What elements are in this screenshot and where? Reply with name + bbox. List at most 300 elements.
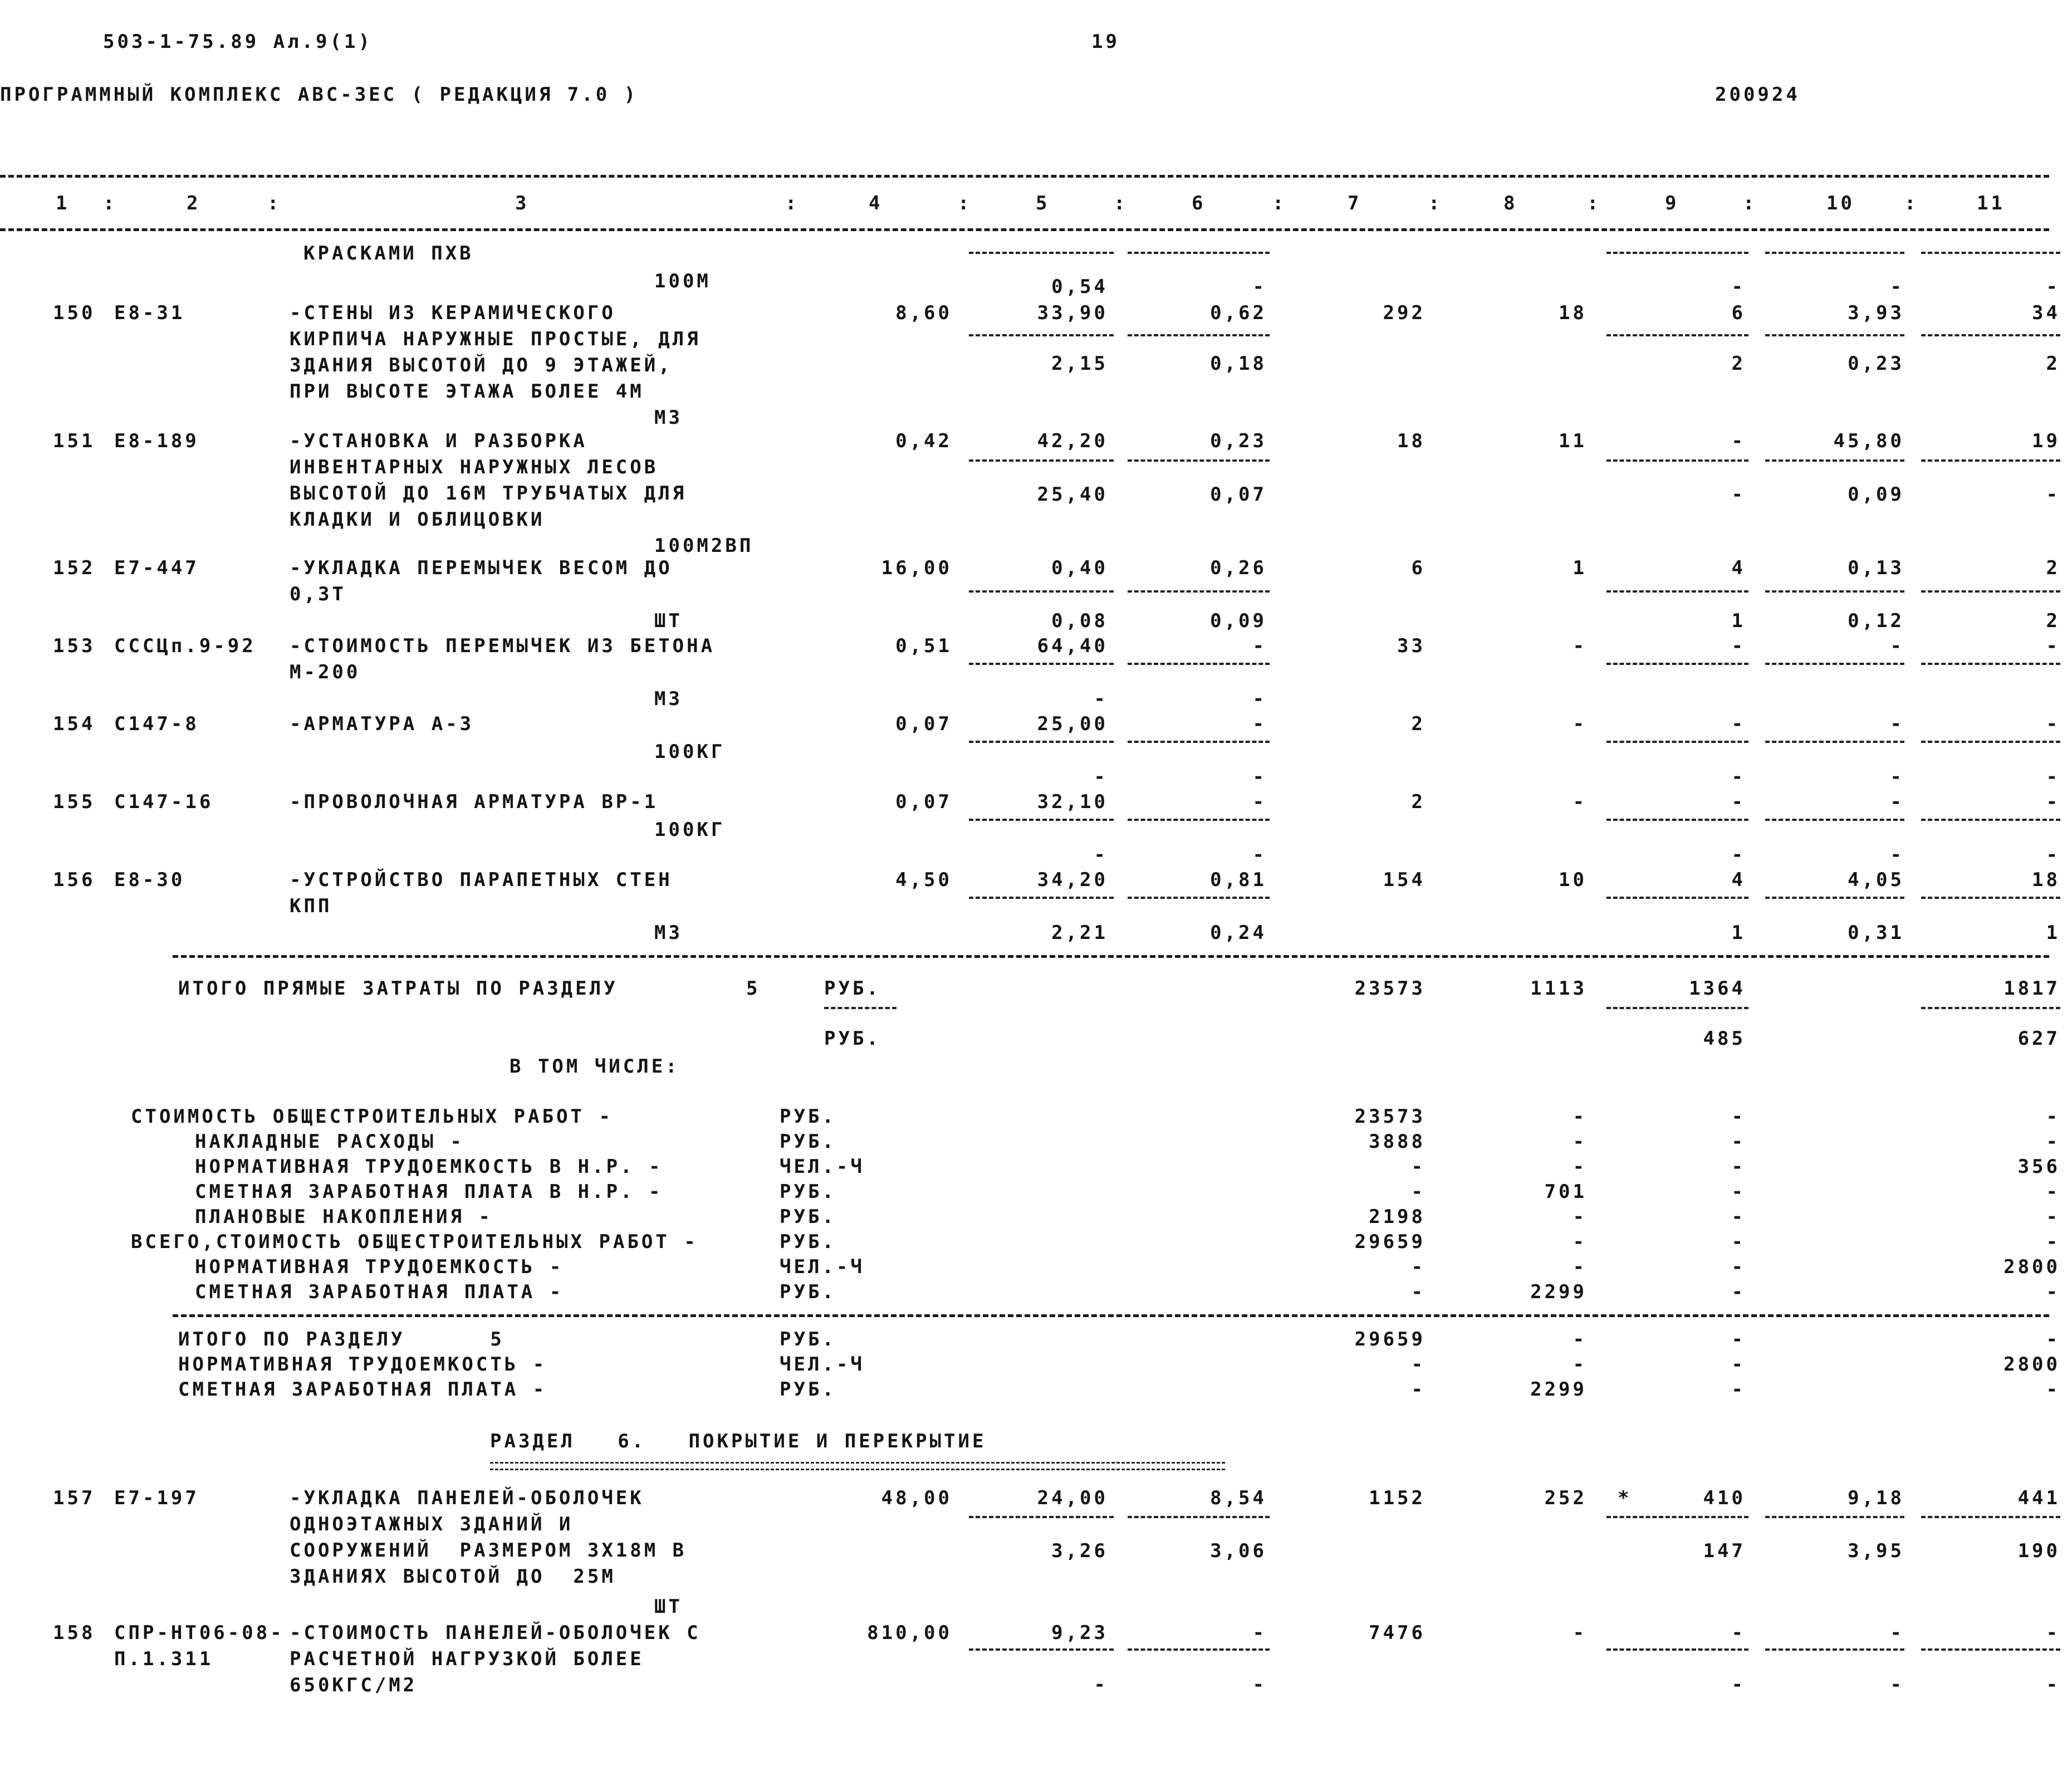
sub-rule	[1921, 252, 2060, 254]
breakdown-c7: -	[1411, 1181, 1426, 1203]
total-direct-c7: 23573	[1354, 977, 1426, 1000]
row-quantity: 0,42	[895, 430, 952, 452]
total-direct-labor-c9: 485	[1703, 1028, 1746, 1050]
breakdown-unit: РУБ.	[780, 1206, 836, 1228]
row-value-c6: 8,54	[1210, 1487, 1267, 1509]
section-total-c8: 2299	[1530, 1378, 1587, 1401]
column-separator: :	[103, 192, 117, 214]
row-labor-s9: -	[1731, 483, 1746, 506]
breakdown-c7: 2198	[1369, 1206, 1426, 1228]
row-value-c6: -	[1252, 1622, 1267, 1644]
row-value-c8: -	[1573, 713, 1587, 735]
column-separator: :	[1428, 192, 1443, 214]
row-labor-s9: 1	[1731, 922, 1746, 944]
breakdown-c7: -	[1411, 1156, 1426, 1178]
row-value-c5: 34,20	[1037, 869, 1108, 891]
row-labor-s6: 3,06	[1210, 1540, 1267, 1562]
row-code: Е7-197	[114, 1487, 199, 1509]
sub-rule	[1921, 459, 2060, 462]
row-value-c11: 19	[2032, 430, 2060, 452]
breakdown-c9: -	[1731, 1231, 1746, 1253]
sub-rule	[824, 1007, 897, 1009]
row-labor-s9: -	[1731, 766, 1746, 788]
section-total-label: НОРМАТИВНАЯ ТРУДОЕМКОСТЬ -	[178, 1353, 547, 1376]
row-value-c7: 7476	[1369, 1622, 1426, 1644]
section-total-c8: -	[1573, 1353, 1587, 1376]
breakdown-c11: -	[2046, 1206, 2060, 1228]
row-value-c7: 1152	[1369, 1487, 1426, 1509]
row-carry-pre9: -	[1731, 276, 1746, 298]
row-value-c5: 24,00	[1037, 1487, 1108, 1509]
breakdown-label: СМЕТНАЯ ЗАРАБОТНАЯ ПЛАТА -	[195, 1281, 564, 1303]
row-value-c6: -	[1252, 713, 1267, 735]
row-value-c5: 33,90	[1037, 302, 1108, 324]
row-description-line: ПРИ ВЫСОТЕ ЭТАЖА БОЛЕЕ 4М	[290, 380, 644, 403]
row-value-c6: 0,81	[1210, 869, 1267, 891]
column-header-6: 6	[1192, 192, 1206, 214]
row-description-line: ЗДАНИЯ ВЫСОТОЙ ДО 9 ЭТАЖЕЙ,	[290, 354, 673, 376]
breakdown-c11: -	[2046, 1181, 2060, 1203]
row-description-line: -СТОИМОСТЬ ПЕРЕМЫЧЕК ИЗ БЕТОНА	[290, 635, 716, 657]
row-value-c11: -	[2046, 1622, 2060, 1644]
breakdown-c8: 701	[1544, 1181, 1587, 1203]
breakdown-unit: РУБ.	[780, 1105, 836, 1128]
breakdown-unit: РУБ.	[780, 1131, 836, 1153]
sub-rule	[969, 1516, 1114, 1518]
row-number: 154	[53, 713, 96, 735]
row-number: 150	[53, 302, 96, 324]
breakdown-unit: РУБ.	[780, 1181, 836, 1203]
sub-rule	[1606, 1648, 1748, 1651]
row-labor-s9: 147	[1703, 1540, 1746, 1562]
sub-rule	[1128, 663, 1270, 665]
sub-rule	[1606, 459, 1748, 462]
sub-rule	[1128, 819, 1270, 821]
row-labor-s10: -	[1890, 766, 1904, 788]
column-separator: :	[785, 192, 800, 214]
sub-rule	[1921, 741, 2060, 743]
breakdown-label: ПЛАНОВЫЕ НАКОПЛЕНИЯ -	[195, 1206, 493, 1228]
row-code: Е7-447	[114, 557, 199, 579]
sub-rule	[1606, 741, 1748, 743]
row-labor-s11: 2	[2046, 353, 2060, 375]
row-value-c9: 4	[1731, 869, 1746, 891]
row-labor-s9: -	[1731, 1674, 1746, 1696]
row-labor-s10: -	[1890, 1674, 1904, 1696]
row-labor-s6: 0,07	[1210, 483, 1267, 506]
sub-rule	[1921, 663, 2060, 665]
section-total-c7: 29659	[1354, 1328, 1426, 1351]
row-description-line: -УСТРОЙСТВО ПАРАПЕТНЫХ СТЕН	[290, 869, 673, 891]
row-value-c5: 64,40	[1037, 635, 1108, 657]
column-separator: :	[1272, 192, 1287, 214]
breakdown-c11: -	[2046, 1281, 2060, 1303]
row-number: 158	[53, 1622, 96, 1644]
row-description-line: -СТОИМОСТЬ ПАНЕЛЕЙ-ОБОЛОЧЕК С	[290, 1622, 701, 1644]
row-value-c6: 0,26	[1210, 557, 1267, 579]
row-description-line: 0,3Т	[290, 583, 346, 605]
row-unit: 100М2ВП	[654, 535, 754, 557]
sub-rule	[1765, 252, 1904, 254]
breakdown-c7: 23573	[1354, 1105, 1426, 1128]
sub-rule	[1128, 897, 1270, 899]
breakdown-c7: -	[1411, 1281, 1426, 1303]
row-value-c7: 154	[1383, 869, 1426, 891]
column-separator: :	[1743, 192, 1757, 214]
column-header-10: 10	[1826, 192, 1855, 214]
breakdown-label: НАКЛАДНЫЕ РАСХОДЫ -	[195, 1131, 464, 1153]
column-header-8: 8	[1503, 192, 1518, 214]
row-value-c10: 3,93	[1848, 302, 1904, 324]
row-number: 152	[53, 557, 96, 579]
row-number: 157	[53, 1487, 96, 1509]
column-header-2: 2	[187, 192, 201, 214]
breakdown-c7: -	[1411, 1256, 1426, 1278]
row-code: СПР-НТ06-08-	[114, 1622, 285, 1644]
row-value-c9: -	[1731, 1622, 1746, 1644]
sub-rule	[1606, 590, 1748, 593]
total-direct-unit-2: РУБ.	[824, 1028, 881, 1050]
row-value-c10: -	[1890, 791, 1904, 813]
row-code: Е8-30	[114, 869, 185, 891]
total-direct-c11: 1817	[2004, 977, 2060, 1000]
total-direct-c9: 1364	[1689, 977, 1746, 1000]
row-value-c8: -	[1573, 1622, 1587, 1644]
row-value-c11: 441	[2017, 1487, 2060, 1509]
breakdown-c8: -	[1573, 1131, 1587, 1153]
row-value-c9: 410	[1703, 1487, 1746, 1509]
section-total-c7: -	[1411, 1378, 1426, 1401]
row-value-c9: -	[1731, 430, 1746, 452]
carry-over-unit: 100М	[654, 270, 711, 292]
breakdown-c7: 29659	[1354, 1231, 1426, 1253]
including-label: В ТОМ ЧИСЛЕ:	[510, 1055, 680, 1078]
section-total-label: СМЕТНАЯ ЗАРАБОТНАЯ ПЛАТА -	[178, 1378, 547, 1401]
totals-rule	[173, 955, 2049, 958]
row-number: 156	[53, 869, 96, 891]
sub-rule	[969, 741, 1114, 743]
row-labor-s10: 0,31	[1848, 922, 1904, 944]
row-value-c11: 2	[2046, 557, 2060, 579]
breakdown-c9: -	[1731, 1206, 1746, 1228]
breakdown-unit: ЧЕЛ.-Ч	[780, 1156, 865, 1178]
row-code: Е8-31	[114, 302, 185, 324]
row-value-c5: 0,40	[1051, 557, 1108, 579]
sub-rule	[1128, 334, 1270, 336]
row-number: 153	[53, 635, 96, 657]
sub-rule	[1128, 459, 1270, 462]
sub-rule	[1606, 334, 1748, 336]
row-value-c7: 2	[1411, 713, 1426, 735]
row-labor-s9: -	[1731, 844, 1746, 866]
row-value-c6: -	[1252, 791, 1267, 813]
row-description-line: КПП	[290, 895, 332, 917]
row-value-c9: -	[1731, 791, 1746, 813]
row-asterisk-mark: *	[1618, 1487, 1632, 1509]
row-code: СССЦп.9-92	[114, 635, 256, 657]
row-carry-pre10: -	[1890, 276, 1904, 298]
row-labor-s9: 2	[1731, 353, 1746, 375]
sub-rule	[1606, 252, 1748, 254]
row-labor-s11: -	[2046, 766, 2060, 788]
breakdown-c8: -	[1573, 1256, 1587, 1278]
row-value-c8: 18	[1559, 302, 1587, 324]
row-unit: М3	[654, 688, 683, 710]
row-labor-s11: -	[2046, 1674, 2060, 1696]
row-description-line: М-200	[290, 661, 361, 683]
row-labor-s6: 0,24	[1210, 922, 1267, 944]
row-labor-s5: -	[1094, 1674, 1108, 1696]
row-labor-s5: -	[1094, 688, 1108, 710]
breakdown-c9: -	[1731, 1181, 1746, 1203]
row-value-c7: 2	[1411, 791, 1426, 813]
sub-rule	[1606, 897, 1748, 899]
row-value-c5: 9,23	[1051, 1622, 1108, 1644]
column-header-4: 4	[869, 192, 883, 214]
row-value-c11: -	[2046, 713, 2060, 735]
row-value-c6: -	[1252, 635, 1267, 657]
row-code: С147-16	[114, 791, 214, 813]
row-number: 151	[53, 430, 96, 452]
breakdown-c11: 356	[2017, 1156, 2060, 1178]
row-labor-s5: -	[1094, 844, 1108, 866]
breakdown-c8: -	[1573, 1231, 1587, 1253]
sub-rule	[1765, 590, 1904, 593]
row-quantity: 810,00	[867, 1622, 952, 1644]
section-total-c11: -	[2046, 1328, 2060, 1351]
section-total-c9: -	[1731, 1378, 1746, 1401]
sub-rule	[969, 663, 1114, 665]
row-labor-s6: -	[1252, 1674, 1267, 1696]
section-total-unit: РУБ.	[780, 1328, 836, 1351]
breakdown-c9: -	[1731, 1156, 1746, 1178]
sub-rule	[1128, 741, 1270, 743]
row-unit: ШТ	[654, 610, 683, 632]
sub-rule	[1765, 1516, 1904, 1518]
row-value-c10: -	[1890, 1622, 1904, 1644]
row-value-c8: 11	[1559, 430, 1587, 452]
column-separator: :	[958, 192, 972, 214]
sub-rule	[1606, 1516, 1748, 1518]
row-description-line: 650КГС/М2	[290, 1674, 418, 1696]
sub-rule	[1921, 897, 2060, 899]
header-top-rule	[0, 175, 2049, 178]
section-total-unit: ЧЕЛ.-Ч	[780, 1353, 865, 1376]
breakdown-c7: 3888	[1369, 1131, 1426, 1153]
row-value-c8: 1	[1573, 557, 1587, 579]
row-labor-s5: 3,26	[1051, 1540, 1108, 1562]
row-code-continuation: П.1.311	[114, 1648, 214, 1670]
row-labor-s11: 190	[2017, 1540, 2060, 1562]
row-labor-s10: 0,09	[1848, 483, 1904, 506]
breakdown-c8: 2299	[1530, 1281, 1587, 1303]
row-unit: ШТ	[654, 1596, 683, 1618]
row-value-c7: 6	[1411, 557, 1426, 579]
row-value-c9: -	[1731, 635, 1746, 657]
sub-rule	[1921, 590, 2060, 593]
row-quantity: 0,07	[895, 791, 952, 813]
sub-rule	[969, 897, 1114, 899]
row-labor-s11: -	[2046, 844, 2060, 866]
row-labor-s10: 0,12	[1848, 610, 1904, 632]
document-code: 503-1-75.89 Ал.9(1)	[103, 31, 373, 53]
breakdown-c9: -	[1731, 1281, 1746, 1303]
sub-rule	[1606, 663, 1748, 665]
row-quantity: 0,51	[895, 635, 952, 657]
row-labor-s11: 1	[2046, 922, 2060, 944]
row-description-line: КЛАДКИ И ОБЛИЦОВКИ	[290, 508, 545, 531]
section-total-c11: -	[2046, 1378, 2060, 1401]
column-header-1: 1	[56, 192, 70, 214]
section-total-c9: -	[1731, 1353, 1746, 1376]
total-direct-label: ИТОГО ПРЯМЫЕ ЗАТРАТЫ ПО РАЗДЕЛУ	[178, 977, 618, 1000]
row-value-c9: -	[1731, 713, 1746, 735]
row-value-c9: 6	[1731, 302, 1746, 324]
breakdown-c8: -	[1573, 1206, 1587, 1228]
breakdown-unit: ЧЕЛ.-Ч	[780, 1256, 865, 1278]
row-value-c11: -	[2046, 791, 2060, 813]
row-number: 155	[53, 791, 96, 813]
sub-rule	[1606, 1007, 1748, 1009]
page-number: 19	[1091, 31, 1120, 53]
column-header-11: 11	[1977, 192, 2005, 214]
row-value-c7: 292	[1383, 302, 1426, 324]
row-labor-s5: 0,08	[1051, 610, 1108, 632]
column-header-5: 5	[1036, 192, 1050, 214]
section-total-c7: -	[1411, 1353, 1426, 1376]
row-description-line: СООРУЖЕНИЙ РАЗМЕРОМ 3Х18М В	[290, 1539, 687, 1562]
breakdown-c11: -	[2046, 1105, 2060, 1128]
row-labor-s10: 0,23	[1848, 353, 1904, 375]
row-labor-s10: -	[1890, 844, 1904, 866]
row-description-line: ОДНОЭТАЖНЫХ ЗДАНИЙ И	[290, 1513, 574, 1535]
row-value-c5: 32,10	[1037, 791, 1108, 813]
column-header-9: 9	[1665, 192, 1679, 214]
row-quantity: 8,60	[895, 302, 952, 324]
section-total-unit: РУБ.	[780, 1378, 836, 1401]
row-labor-s6: 0,18	[1210, 353, 1267, 375]
row-labor-s5: -	[1094, 766, 1108, 788]
row-value-c10: -	[1890, 635, 1904, 657]
row-value-c11: 18	[2032, 869, 2060, 891]
sub-rule	[1765, 459, 1904, 462]
sub-rule	[1921, 334, 2060, 336]
sub-rule	[1765, 334, 1904, 336]
section-total-rule	[173, 1314, 2049, 1317]
breakdown-c9: -	[1731, 1256, 1746, 1278]
sub-rule	[1128, 1648, 1270, 1651]
column-separator: :	[1904, 192, 1919, 214]
date-code: 200924	[1715, 84, 1800, 106]
section-total-c8: -	[1573, 1328, 1587, 1351]
row-description-line: РАСЧЕТНОЙ НАГРУЗКОЙ БОЛЕЕ	[290, 1648, 644, 1670]
column-header-7: 7	[1348, 192, 1362, 214]
sub-rule	[1128, 1516, 1270, 1518]
breakdown-unit: РУБ.	[780, 1231, 836, 1253]
column-separator: :	[1587, 192, 1601, 214]
sub-rule	[969, 819, 1114, 821]
row-unit: 100КГ	[654, 741, 726, 763]
column-separator: :	[267, 192, 282, 214]
row-labor-s10: 3,95	[1848, 1540, 1904, 1562]
sub-rule	[1765, 1648, 1904, 1651]
row-labor-s5: 25,40	[1037, 483, 1108, 506]
breakdown-label: НОРМАТИВНАЯ ТРУДОЕМКОСТЬ В Н.Р. -	[195, 1156, 663, 1178]
breakdown-label: НОРМАТИВНАЯ ТРУДОЕМКОСТЬ -	[195, 1256, 564, 1278]
row-unit: М3	[654, 407, 683, 429]
row-description-line: КИРПИЧА НАРУЖНЫЕ ПРОСТЫЕ, ДЛЯ	[290, 328, 701, 350]
sub-rule	[1765, 663, 1904, 665]
sub-rule	[969, 590, 1114, 593]
breakdown-c11: -	[2046, 1231, 2060, 1253]
row-quantity: 0,07	[895, 713, 952, 735]
row-labor-s5: 2,21	[1051, 922, 1108, 944]
row-description-line: -СТЕНЫ ИЗ КЕРАМИЧЕСКОГО	[290, 302, 616, 324]
program-title: ПРОГРАММНЫЙ КОМПЛЕКС АВС-3ЕС ( РЕДАКЦИЯ 7.0 )	[0, 84, 639, 106]
breakdown-c8: -	[1573, 1105, 1587, 1128]
row-value-c8: 10	[1559, 869, 1587, 891]
breakdown-label: СМЕТНАЯ ЗАРАБОТНАЯ ПЛАТА В Н.Р. -	[195, 1181, 663, 1203]
section-total-c11: 2800	[2004, 1353, 2060, 1376]
breakdown-label: ВСЕГО,СТОИМОСТЬ ОБЩЕСТРОИТЕЛЬНЫХ РАБОТ -	[131, 1231, 698, 1253]
section-6-underline	[490, 1462, 1225, 1470]
row-value-c6: 0,62	[1210, 302, 1267, 324]
row-description-line: -УКЛАДКА ПАНЕЛЕЙ-ОБОЛОЧЕК	[290, 1487, 644, 1509]
breakdown-unit: РУБ.	[780, 1281, 836, 1303]
row-carry-pre6: -	[1252, 276, 1267, 298]
section-total-c9: -	[1731, 1328, 1746, 1351]
row-value-c8: -	[1573, 791, 1587, 813]
row-labor-s9: 1	[1731, 610, 1746, 632]
row-labor-s6: -	[1252, 766, 1267, 788]
total-direct-labor-c11: 627	[2017, 1028, 2060, 1050]
sub-rule	[969, 459, 1114, 462]
breakdown-c11: 2800	[2004, 1256, 2060, 1278]
row-value-c11: -	[2046, 635, 2060, 657]
breakdown-c9: -	[1731, 1105, 1746, 1128]
breakdown-c8: -	[1573, 1156, 1587, 1178]
row-labor-s11: 2	[2046, 610, 2060, 632]
row-value-c10: -	[1890, 713, 1904, 735]
row-code: Е8-189	[114, 430, 199, 452]
row-value-c11: 34	[2032, 302, 2060, 324]
breakdown-c11: -	[2046, 1131, 2060, 1153]
row-carry-pre5: 0,54	[1051, 276, 1108, 298]
sub-rule	[1606, 819, 1748, 821]
column-header-3: 3	[515, 192, 530, 214]
sub-rule	[1921, 819, 2060, 821]
carry-over-text: КРАСКАМИ ПХВ	[303, 242, 474, 265]
row-labor-s6: -	[1252, 844, 1267, 866]
header-bottom-rule	[0, 228, 2049, 231]
row-value-c10: 9,18	[1848, 1487, 1904, 1509]
row-value-c10: 4,05	[1848, 869, 1904, 891]
sub-rule	[969, 334, 1114, 336]
breakdown-label: СТОИМОСТЬ ОБЩЕСТРОИТЕЛЬНЫХ РАБОТ -	[131, 1105, 613, 1128]
section-total-label: ИТОГО ПО РАЗДЕЛУ 5	[178, 1328, 504, 1351]
row-value-c7: 18	[1397, 430, 1426, 452]
row-value-c7: 33	[1397, 635, 1426, 657]
row-quantity: 16,00	[881, 557, 952, 579]
row-carry-pre11: -	[2046, 276, 2060, 298]
row-quantity: 48,00	[881, 1487, 952, 1509]
total-direct-section: 5	[746, 977, 761, 1000]
sub-rule	[1128, 252, 1270, 254]
sub-rule	[969, 1648, 1114, 1651]
row-code: С147-8	[114, 713, 199, 735]
row-description-line: ЗДАНИЯХ ВЫСОТОЙ ДО 25М	[290, 1565, 616, 1588]
sub-rule	[969, 252, 1114, 254]
